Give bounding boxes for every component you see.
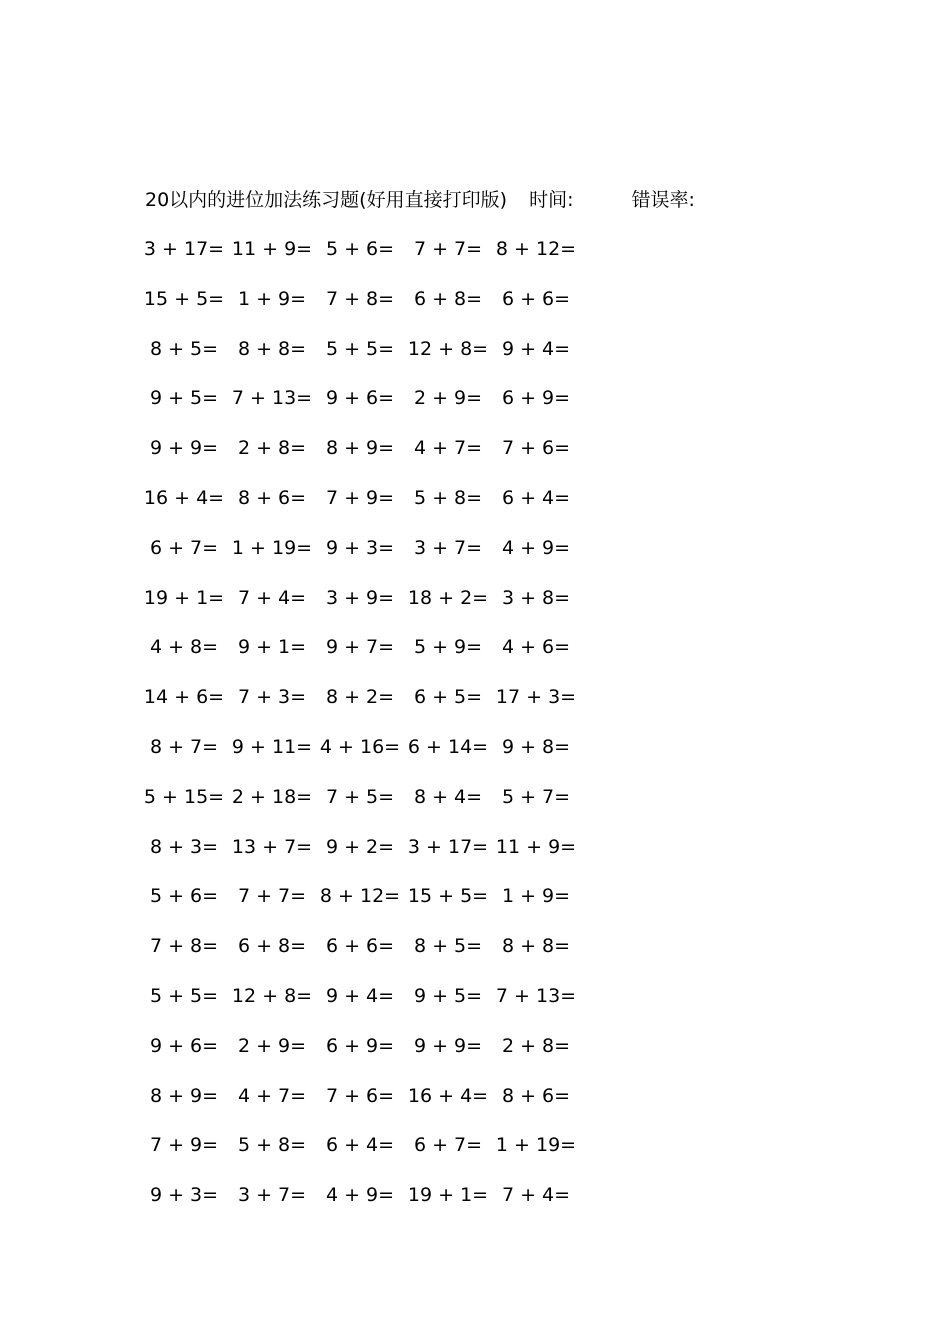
- problem: 4 + 8=: [149, 636, 219, 659]
- problem: 6 + 9=: [325, 1034, 395, 1057]
- problem: 3 + 17=: [143, 238, 225, 260]
- problem-row: [140, 982, 600, 1032]
- problem-row: [140, 235, 600, 285]
- problem: 7 + 5=: [325, 785, 395, 808]
- problem: 7 + 4=: [501, 1184, 571, 1207]
- problem-row: [140, 434, 600, 484]
- problem: 6 + 7=: [413, 1134, 483, 1157]
- worksheet-header: [145, 186, 695, 214]
- worksheet-title: 20以内的进位加法练习题(好用直接打印版): [145, 189, 508, 211]
- problem: 2 + 9=: [413, 387, 483, 410]
- problem: 5 + 15=: [143, 785, 225, 808]
- problem: 4 + 9=: [501, 536, 571, 559]
- problem: 4 + 7=: [237, 1084, 307, 1107]
- problem: 6 + 14=: [407, 735, 489, 758]
- problem: 9 + 1=: [237, 636, 307, 659]
- problem: 3 + 7=: [413, 536, 483, 559]
- problem: 8 + 4=: [413, 785, 483, 808]
- problem: 5 + 5=: [325, 337, 395, 360]
- problem: 6 + 6=: [501, 287, 571, 310]
- problem: 7 + 9=: [149, 1134, 219, 1157]
- problem: 2 + 9=: [237, 1034, 307, 1057]
- problem: 1 + 19=: [231, 536, 313, 559]
- problem: 8 + 8=: [237, 337, 307, 360]
- problem: 1 + 9=: [501, 885, 571, 908]
- problem-row: [140, 783, 600, 833]
- problem: 9 + 7=: [325, 636, 395, 659]
- problem-row: [140, 932, 600, 982]
- problem: 9 + 6=: [149, 1034, 219, 1057]
- problem: 7 + 7=: [413, 238, 483, 260]
- problem: 2 + 8=: [237, 437, 307, 460]
- problem: 4 + 9=: [325, 1184, 395, 1207]
- problem: 2 + 8=: [501, 1034, 571, 1057]
- problem: 7 + 4=: [237, 586, 307, 609]
- problem: 4 + 16=: [319, 735, 401, 758]
- problem-row: [140, 882, 600, 932]
- problem-row: [140, 1032, 600, 1082]
- problem: 7 + 3=: [237, 686, 307, 709]
- problem: 6 + 4=: [325, 1134, 395, 1157]
- problem: 9 + 3=: [325, 536, 395, 559]
- problem: 6 + 5=: [413, 686, 483, 709]
- problem: 4 + 7=: [413, 437, 483, 460]
- problem: 8 + 7=: [149, 735, 219, 758]
- problem: 6 + 4=: [501, 486, 571, 509]
- problem: 3 + 17=: [407, 835, 489, 858]
- problem: 2 + 18=: [231, 785, 313, 808]
- problem: 13 + 7=: [231, 835, 313, 858]
- problem: 7 + 8=: [149, 935, 219, 958]
- problem: 6 + 8=: [237, 935, 307, 958]
- problem: 5 + 7=: [501, 785, 571, 808]
- problem: 8 + 3=: [149, 835, 219, 858]
- problem: 6 + 6=: [325, 935, 395, 958]
- problem: 8 + 2=: [325, 686, 395, 709]
- problem: 16 + 4=: [143, 486, 225, 509]
- problem-row: [140, 1181, 600, 1231]
- problem: 8 + 12=: [319, 885, 401, 908]
- problem: 3 + 9=: [325, 586, 395, 609]
- problem: 12 + 8=: [231, 984, 313, 1007]
- problem-row: [140, 833, 600, 883]
- time-label: 时间:: [529, 189, 574, 211]
- problem-row: [140, 285, 600, 335]
- problem: 3 + 8=: [501, 586, 571, 609]
- problem: 8 + 5=: [413, 935, 483, 958]
- problem: 14 + 6=: [143, 686, 225, 709]
- problem: 17 + 3=: [495, 686, 577, 709]
- problem: 1 + 19=: [495, 1134, 577, 1157]
- problem: 7 + 8=: [325, 287, 395, 310]
- problem: 9 + 8=: [501, 735, 571, 758]
- problem: 5 + 9=: [413, 636, 483, 659]
- problem: 7 + 13=: [495, 984, 577, 1007]
- problem: 5 + 5=: [149, 984, 219, 1007]
- problem: 6 + 7=: [149, 536, 219, 559]
- problem: 11 + 9=: [231, 238, 313, 260]
- problem: 19 + 1=: [407, 1184, 489, 1207]
- problem: 8 + 6=: [237, 486, 307, 509]
- problem: 1 + 9=: [237, 287, 307, 310]
- problem: 9 + 5=: [149, 387, 219, 410]
- problem: 7 + 9=: [325, 486, 395, 509]
- problem: 7 + 7=: [237, 885, 307, 908]
- problem-row: [140, 484, 600, 534]
- problem-row: [140, 384, 600, 434]
- problem: 7 + 6=: [501, 437, 571, 460]
- problem-row: [140, 733, 600, 783]
- problem: 9 + 4=: [501, 337, 571, 360]
- problem: 5 + 6=: [149, 885, 219, 908]
- problem-row: [140, 1082, 600, 1132]
- problem-row: [140, 584, 600, 634]
- problem: 6 + 9=: [501, 387, 571, 410]
- problem-row: [140, 1131, 600, 1181]
- problem: 5 + 8=: [237, 1134, 307, 1157]
- problem: 18 + 2=: [407, 586, 489, 609]
- problem: 7 + 13=: [231, 387, 313, 410]
- problem: 8 + 9=: [325, 437, 395, 460]
- problem: 9 + 3=: [149, 1184, 219, 1207]
- problem: 9 + 4=: [325, 984, 395, 1007]
- problem-grid: [140, 235, 600, 1231]
- problem-row: [140, 633, 600, 683]
- problem: 3 + 7=: [237, 1184, 307, 1207]
- problem: 8 + 9=: [149, 1084, 219, 1107]
- problem: 5 + 6=: [325, 238, 395, 260]
- problem: 8 + 12=: [495, 238, 577, 260]
- problem: 9 + 2=: [325, 835, 395, 858]
- problem-row: [140, 335, 600, 385]
- problem: 9 + 9=: [413, 1034, 483, 1057]
- problem: 12 + 8=: [407, 337, 489, 360]
- error-rate-label: 错误率:: [631, 189, 695, 211]
- problem: 8 + 5=: [149, 337, 219, 360]
- problem-row: [140, 683, 600, 733]
- problem: 9 + 5=: [413, 984, 483, 1007]
- problem: 8 + 6=: [501, 1084, 571, 1107]
- problem: 7 + 6=: [325, 1084, 395, 1107]
- problem: 16 + 4=: [407, 1084, 489, 1107]
- problem: 11 + 9=: [495, 835, 577, 858]
- problem: 19 + 1=: [143, 586, 225, 609]
- problem: 9 + 11=: [231, 735, 313, 758]
- problem-row: [140, 534, 600, 584]
- problem: 9 + 9=: [149, 437, 219, 460]
- problem: 15 + 5=: [143, 287, 225, 310]
- problem: 15 + 5=: [407, 885, 489, 908]
- problem: 9 + 6=: [325, 387, 395, 410]
- problem: 8 + 8=: [501, 935, 571, 958]
- problem: 5 + 8=: [413, 486, 483, 509]
- problem: 6 + 8=: [413, 287, 483, 310]
- problem: 4 + 6=: [501, 636, 571, 659]
